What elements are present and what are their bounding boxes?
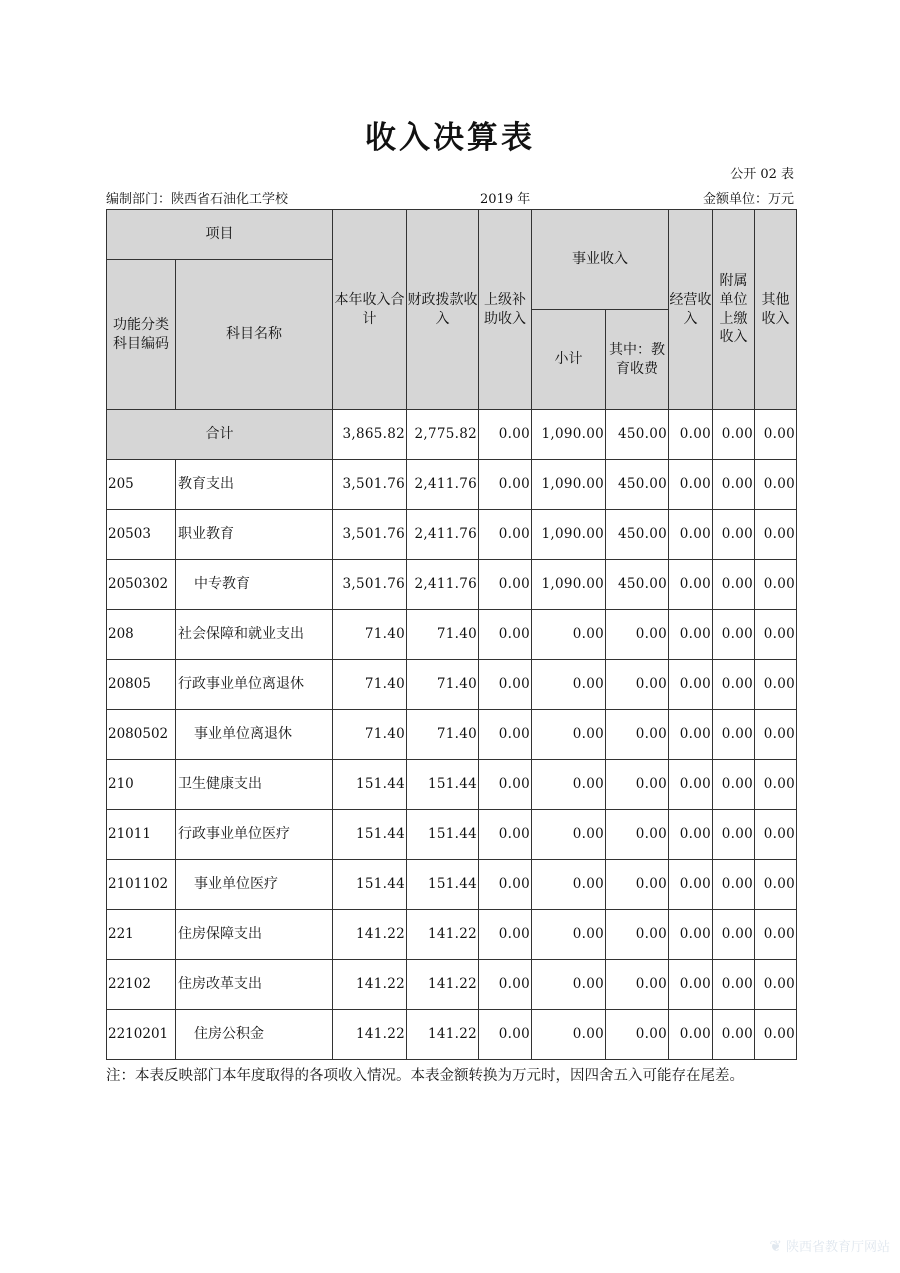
cell-value: 0.00: [755, 510, 797, 560]
cell-value: 0.00: [532, 910, 606, 960]
cell-value: 0.00: [755, 560, 797, 610]
cell-value: 0.00: [606, 910, 669, 960]
cell-value: 141.22: [407, 1010, 479, 1060]
table-row: [107, 910, 797, 960]
cell-value: 0.00: [532, 960, 606, 1010]
cell-value: 0.00: [669, 960, 713, 1010]
watermark-text: 陕西省教育厅网站: [785, 1240, 890, 1255]
cell-name: 社会保障和就业支出: [176, 610, 333, 660]
cell-value: 2,411.76: [407, 510, 479, 560]
income-table: [106, 209, 797, 1060]
cell-value: 151.44: [333, 810, 407, 860]
cell-value: 151.44: [407, 760, 479, 810]
cell-value: 0.00: [713, 660, 755, 710]
cell-value: 0.00: [713, 760, 755, 810]
header-subject-name: 科目名称: [176, 260, 333, 410]
cell-value: 0.00: [606, 610, 669, 660]
cell-code: 20503: [107, 510, 176, 560]
header-fiscal: 财政拨款收入: [407, 210, 479, 410]
cell-value: 141.22: [333, 910, 407, 960]
cell-value: 0.00: [669, 410, 713, 460]
cell-value: 3,865.82: [333, 410, 407, 460]
cell-value: 71.40: [407, 610, 479, 660]
cell-code: 210: [107, 760, 176, 810]
cell-value: 0.00: [713, 860, 755, 910]
cell-value: 0.00: [606, 960, 669, 1010]
cell-value: 141.22: [407, 910, 479, 960]
table-row: [107, 510, 797, 560]
cell-value: 450.00: [606, 560, 669, 610]
cell-value: 0.00: [532, 810, 606, 860]
cell-value: 0.00: [669, 610, 713, 660]
cell-value: 0.00: [755, 660, 797, 710]
cell-value: 0.00: [755, 960, 797, 1010]
table-note: 注：本表反映部门本年度取得的各项收入情况。本表金额转换为万元时，因四舍五入可能存在尾差。: [106, 1068, 744, 1084]
cell-value: 2,411.76: [407, 560, 479, 610]
cell-value: 0.00: [479, 410, 532, 460]
cell-value: 0.00: [713, 410, 755, 460]
cell-value: 0.00: [479, 1010, 532, 1060]
cell-value: 1,090.00: [532, 560, 606, 610]
header-edu-fee: 其中：教育收费: [606, 310, 669, 410]
header-other: 其他收入: [755, 210, 797, 410]
form-number: 公开 02 表: [730, 167, 794, 182]
cell-value: 151.44: [407, 810, 479, 860]
cell-value: 0.00: [479, 960, 532, 1010]
header-project: 项目: [107, 210, 333, 260]
cell-value: 3,501.76: [333, 510, 407, 560]
cell-code: 208: [107, 610, 176, 660]
table-row: [107, 660, 797, 710]
cell-value: 0.00: [479, 910, 532, 960]
cell-value: 0.00: [669, 860, 713, 910]
unit-label: 金额单位：万元: [702, 192, 794, 207]
cell-value: 0.00: [479, 760, 532, 810]
cell-code: 221: [107, 910, 176, 960]
cell-value: 0.00: [755, 910, 797, 960]
cell-value: 0.00: [606, 810, 669, 860]
cell-value: 450.00: [606, 510, 669, 560]
cell-value: 0.00: [669, 660, 713, 710]
header-func-code: 功能分类科目编码: [107, 260, 176, 410]
cell-code: 21011: [107, 810, 176, 860]
header-business: 事业收入: [532, 210, 669, 310]
cell-code: 2210201: [107, 1010, 176, 1060]
cell-value: 3,501.76: [333, 560, 407, 610]
cell-value: 0.00: [532, 860, 606, 910]
cell-value: 0.00: [755, 710, 797, 760]
table-row: [107, 560, 797, 610]
cell-value: 0.00: [669, 910, 713, 960]
cell-name: 行政事业单位医疗: [176, 810, 333, 860]
page-title: 收入决算表: [365, 120, 535, 156]
cell-value: 0.00: [606, 860, 669, 910]
cell-value: 0.00: [755, 1010, 797, 1060]
cell-value: 0.00: [713, 510, 755, 560]
table-row: [107, 1010, 797, 1060]
header-operating: 经营收入: [669, 210, 713, 410]
header-superior: 上级补助收入: [479, 210, 532, 410]
cell-name: 卫生健康支出: [176, 760, 333, 810]
cell-value: 0.00: [755, 610, 797, 660]
cell-code: 205: [107, 460, 176, 510]
cell-code: 2080502: [107, 710, 176, 760]
table-row-total: [107, 410, 797, 460]
table-row: [107, 710, 797, 760]
cell-value: 0.00: [669, 460, 713, 510]
cell-value: 0.00: [669, 560, 713, 610]
header-affiliated: 附属单位上缴收入: [713, 210, 755, 410]
cell-value: 0.00: [713, 610, 755, 660]
cell-value: 0.00: [479, 810, 532, 860]
table-row: [107, 810, 797, 860]
cell-value: 1,090.00: [532, 510, 606, 560]
cell-value: 2,411.76: [407, 460, 479, 510]
cell-name: 事业单位离退休: [176, 710, 333, 760]
table-row: [107, 960, 797, 1010]
cell-value: 1,090.00: [532, 410, 606, 460]
cell-value: 0.00: [532, 1010, 606, 1060]
department-label: 编制部门：陕西省石油化工学校: [106, 192, 289, 207]
cell-value: 0.00: [606, 1010, 669, 1060]
site-watermark: [769, 1236, 890, 1255]
table-row: [107, 760, 797, 810]
cell-value: 0.00: [755, 760, 797, 810]
cell-value: 0.00: [713, 460, 755, 510]
cell-value: 0.00: [479, 560, 532, 610]
leaf-logo-icon: ❦: [769, 1236, 782, 1255]
cell-value: 0.00: [713, 560, 755, 610]
cell-value: 0.00: [532, 760, 606, 810]
cell-code: 2101102: [107, 860, 176, 910]
cell-value: 0.00: [755, 410, 797, 460]
cell-value: 0.00: [669, 810, 713, 860]
total-label: 合计: [107, 410, 333, 460]
cell-value: 0.00: [713, 1010, 755, 1060]
year-label: 2019 年: [480, 192, 531, 207]
table-row: [107, 860, 797, 910]
cell-value: 0.00: [713, 910, 755, 960]
cell-value: 151.44: [333, 760, 407, 810]
cell-value: 0.00: [713, 960, 755, 1010]
cell-value: 141.22: [333, 1010, 407, 1060]
cell-code: 2050302: [107, 560, 176, 610]
cell-name: 教育支出: [176, 460, 333, 510]
cell-value: 71.40: [333, 660, 407, 710]
cell-value: 0.00: [755, 810, 797, 860]
cell-value: 3,501.76: [333, 460, 407, 510]
cell-value: 0.00: [606, 760, 669, 810]
cell-value: 71.40: [407, 710, 479, 760]
cell-code: 22102: [107, 960, 176, 1010]
cell-value: 0.00: [532, 710, 606, 760]
cell-value: 0.00: [606, 660, 669, 710]
cell-value: 0.00: [755, 860, 797, 910]
cell-value: 151.44: [333, 860, 407, 910]
cell-value: 71.40: [333, 610, 407, 660]
cell-value: 141.22: [333, 960, 407, 1010]
cell-name: 行政事业单位离退休: [176, 660, 333, 710]
cell-name: 中专教育: [176, 560, 333, 610]
cell-value: 0.00: [479, 510, 532, 560]
cell-value: 450.00: [606, 410, 669, 460]
cell-value: 0.00: [713, 710, 755, 760]
cell-value: 0.00: [606, 710, 669, 760]
header-total-income: 本年收入合计: [333, 210, 407, 410]
header-subtotal: 小计: [532, 310, 606, 410]
cell-value: 450.00: [606, 460, 669, 510]
cell-value: 0.00: [669, 710, 713, 760]
cell-value: 0.00: [479, 710, 532, 760]
cell-value: 0.00: [532, 660, 606, 710]
cell-name: 事业单位医疗: [176, 860, 333, 910]
cell-value: 151.44: [407, 860, 479, 910]
cell-value: 71.40: [407, 660, 479, 710]
cell-value: 0.00: [479, 660, 532, 710]
cell-code: 20805: [107, 660, 176, 710]
cell-value: 0.00: [479, 860, 532, 910]
table-row: [107, 460, 797, 510]
cell-value: 0.00: [532, 610, 606, 660]
cell-value: 0.00: [669, 1010, 713, 1060]
cell-value: 0.00: [713, 810, 755, 860]
cell-value: 2,775.82: [407, 410, 479, 460]
cell-name: 住房保障支出: [176, 910, 333, 960]
cell-value: 0.00: [479, 610, 532, 660]
cell-value: 1,090.00: [532, 460, 606, 510]
cell-name: 住房改革支出: [176, 960, 333, 1010]
table-row: [107, 610, 797, 660]
cell-value: 0.00: [479, 460, 532, 510]
cell-value: 0.00: [669, 510, 713, 560]
cell-name: 职业教育: [176, 510, 333, 560]
cell-name: 住房公积金: [176, 1010, 333, 1060]
cell-value: 0.00: [755, 460, 797, 510]
cell-value: 141.22: [407, 960, 479, 1010]
cell-value: 0.00: [669, 760, 713, 810]
cell-value: 71.40: [333, 710, 407, 760]
